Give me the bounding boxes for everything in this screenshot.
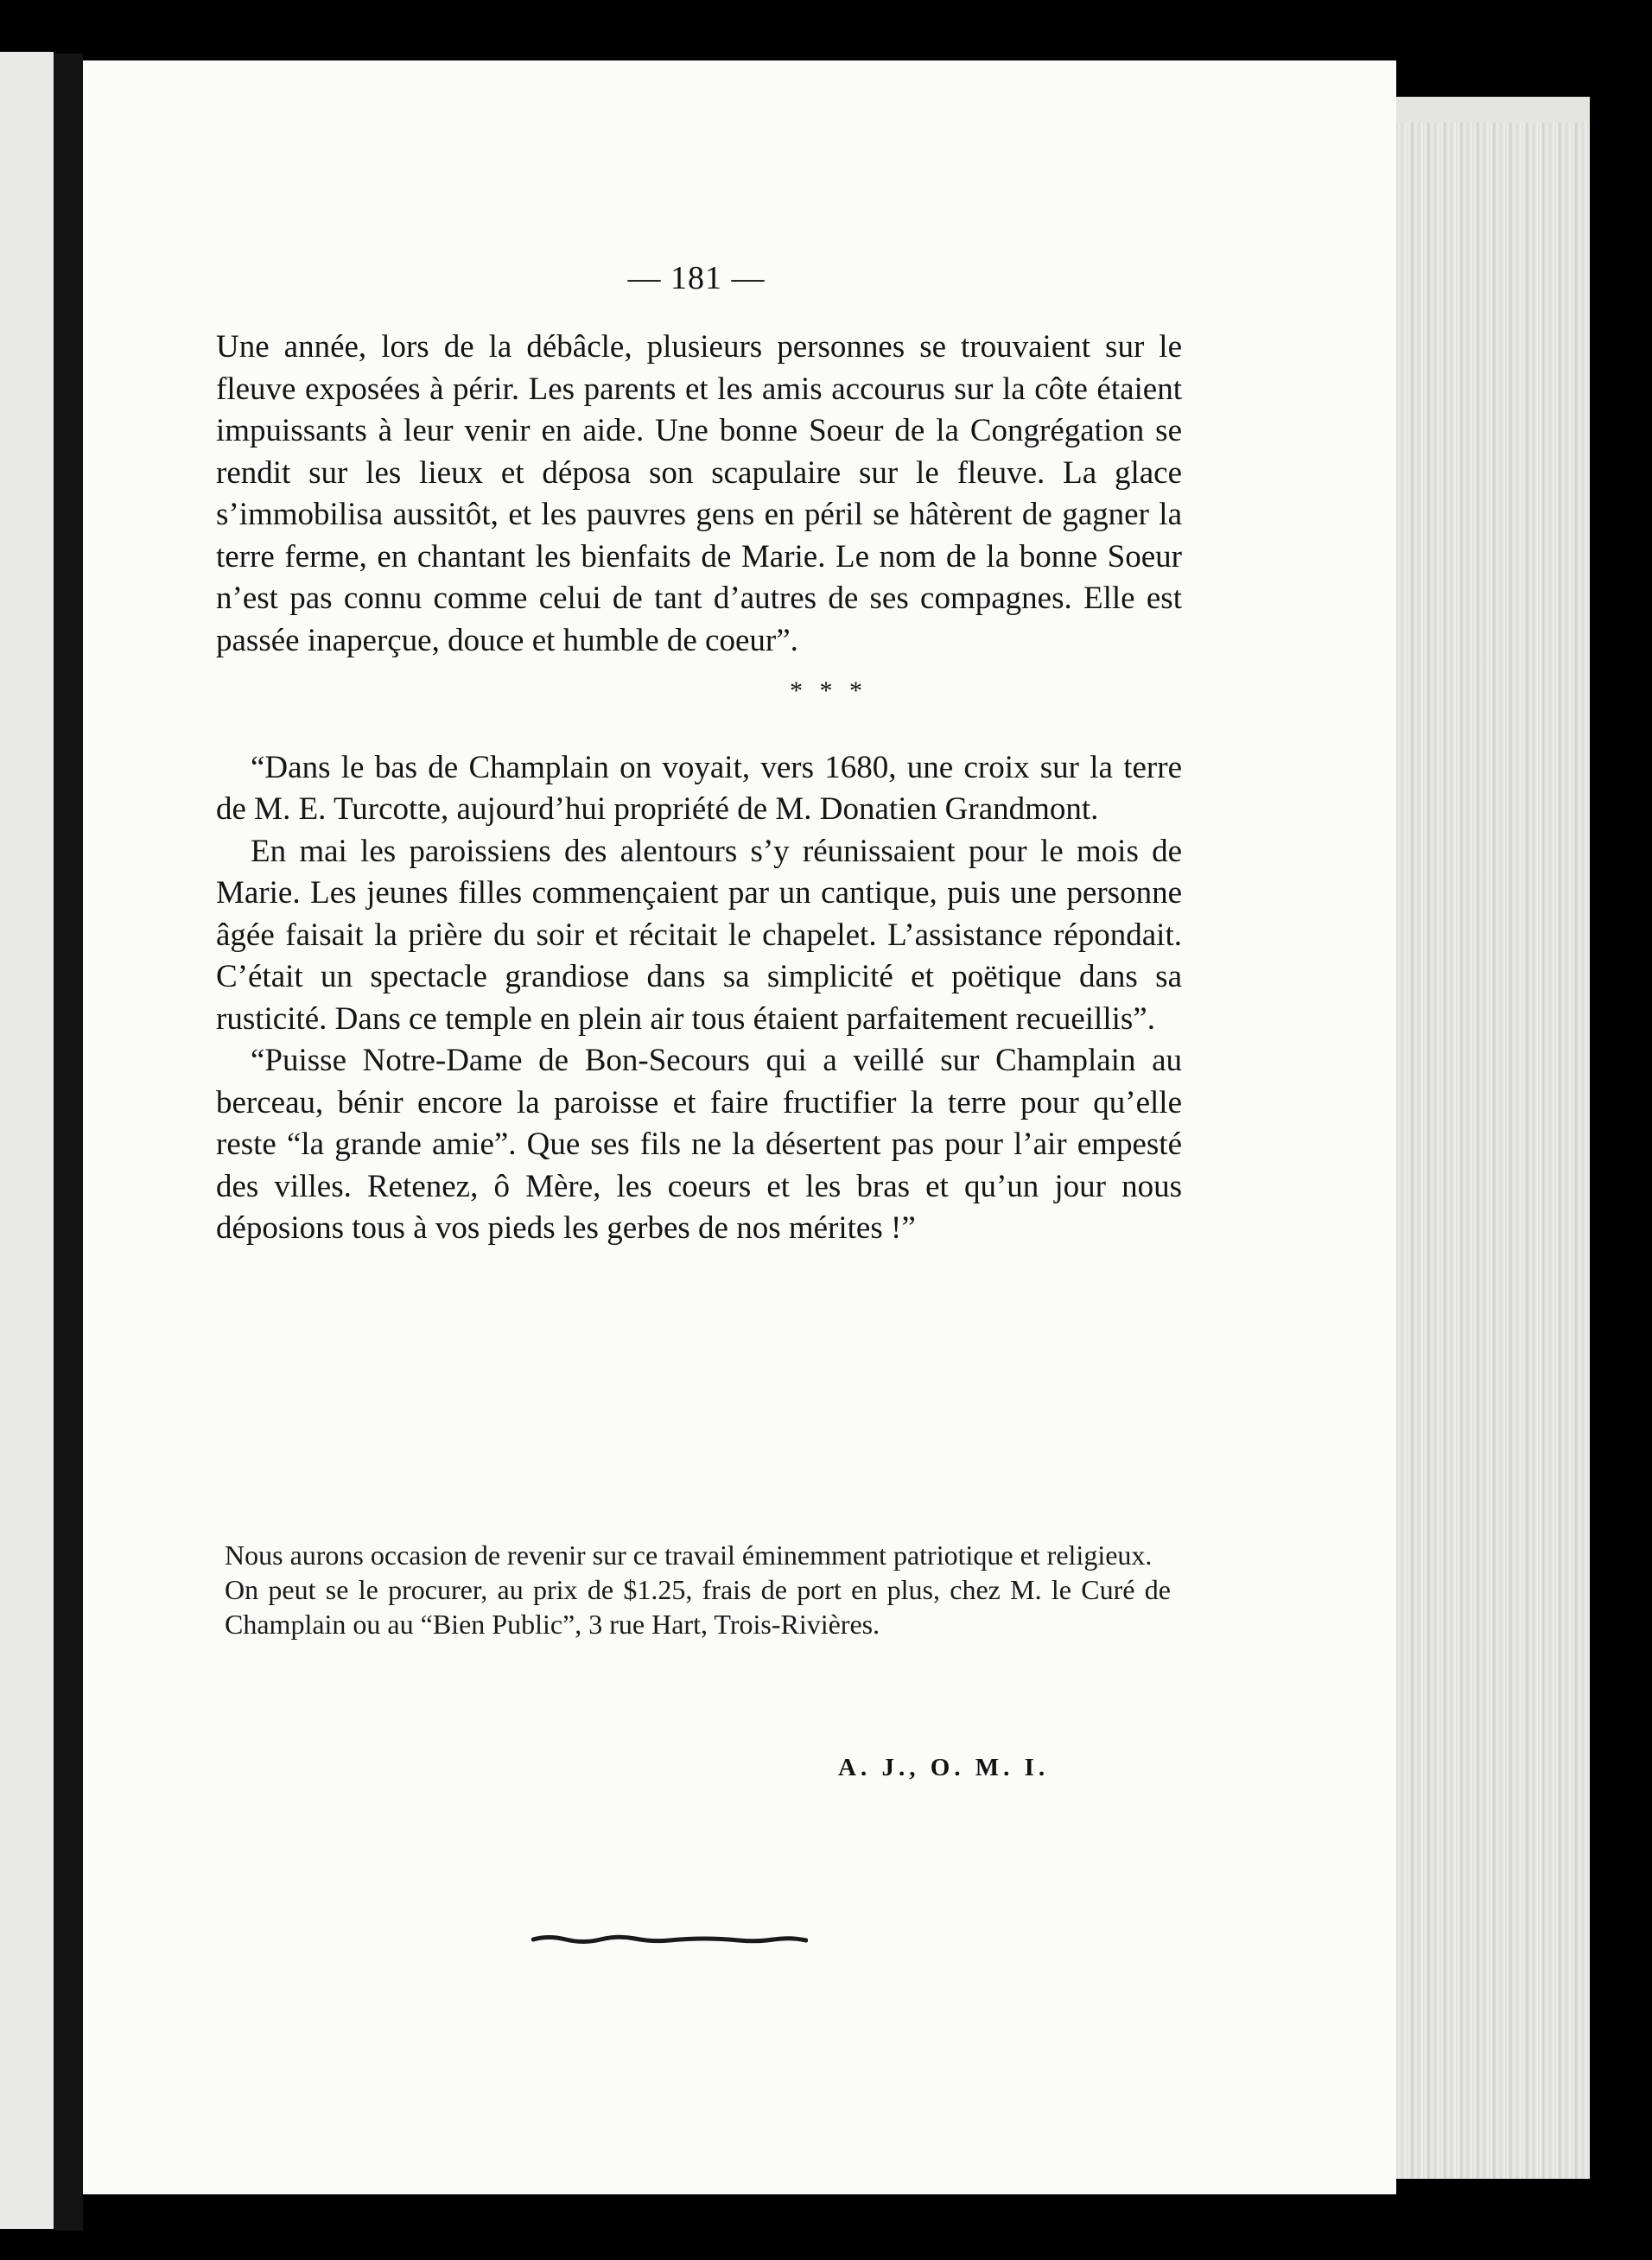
stacked-page-edges <box>1374 97 1590 2179</box>
editorial-notes <box>225 1538 1171 1641</box>
note-price: On peut se le procurer, au prix de $1.25, frais de port en plus, chez M. le Curé de Champlain ou au “Bien Public”, 3 rue Hart, Trois-Rivières. <box>225 1574 1171 1640</box>
note-patriotique: Nous aurons occasion de revenir sur ce travail éminemment patriotique et religieux. <box>225 1539 1153 1571</box>
closing-ornament-rule <box>531 1927 808 1952</box>
author-signature: A. J., O. M. I. <box>838 1754 1050 1781</box>
paragraph-prayer: “Puisse Notre-Dame de Bon-Secours qui a veillé sur Champlain au berceau, bénir encore la paroisse et faire fructifier la terre pour qu’elle reste “la grande amie”. Que ses fils ne la désertent pas pour l’air empesté des villes. Retenez, ô Mère, les coeurs et les bras et qu’un jour nous déposions tous à vos pieds les gerbes de nos mérites !” <box>216 1043 1182 1246</box>
ornament-wave <box>533 1937 806 1941</box>
page-number: — 181 — <box>627 260 766 296</box>
book-gutter <box>54 54 83 2231</box>
main-text <box>216 327 1182 1250</box>
paragraph-debacle: Une année, lors de la débâcle, plusieurs personnes se trouvaient sur le fleuve exposées à périr. Les parents et les amis accourus sur la côte étaient impuissants à leur venir en aide. Une bonne Soeur de la Congrégation se rendit sur les lieux et déposa son scapulaire sur le fleuve. La glace s’immobilisa aussitôt, et les pauvres gens en péril se hâtèrent de gagner la terre ferme, en chantant les bienfaits de Marie. Le nom de la bonne Soeur n’est pas connu comme celui de tant d’autres de ses compagnes. Elle est passée inaperçue, douce et humble de coeur”. <box>216 329 1182 658</box>
paragraph-mois-de-marie: En mai les paroissiens des alentours s’y réunissaient pour le mois de Marie. Les jeunes filles commençaient par un cantique, puis une personne âgée faisait la prière du soir et récitait le chapelet. L’assistance répondait. C’était un spectacle grandiose dans sa simplicité et poëtique dans sa rusticité. Dans ce temple en plein air tous étaient parfaitement recueillis”. <box>216 833 1182 1037</box>
stacked-page-edges-top <box>1382 97 1590 123</box>
section-separator: * * * <box>790 676 867 705</box>
paragraph-champlain-cross: “Dans le bas de Champlain on voyait, vers 1680, une croix sur la terre de M. E. Turcotte, aujourd’hui propriété de M. Donatien Grandmont. <box>216 749 1182 827</box>
previous-page-edge <box>0 52 54 2229</box>
